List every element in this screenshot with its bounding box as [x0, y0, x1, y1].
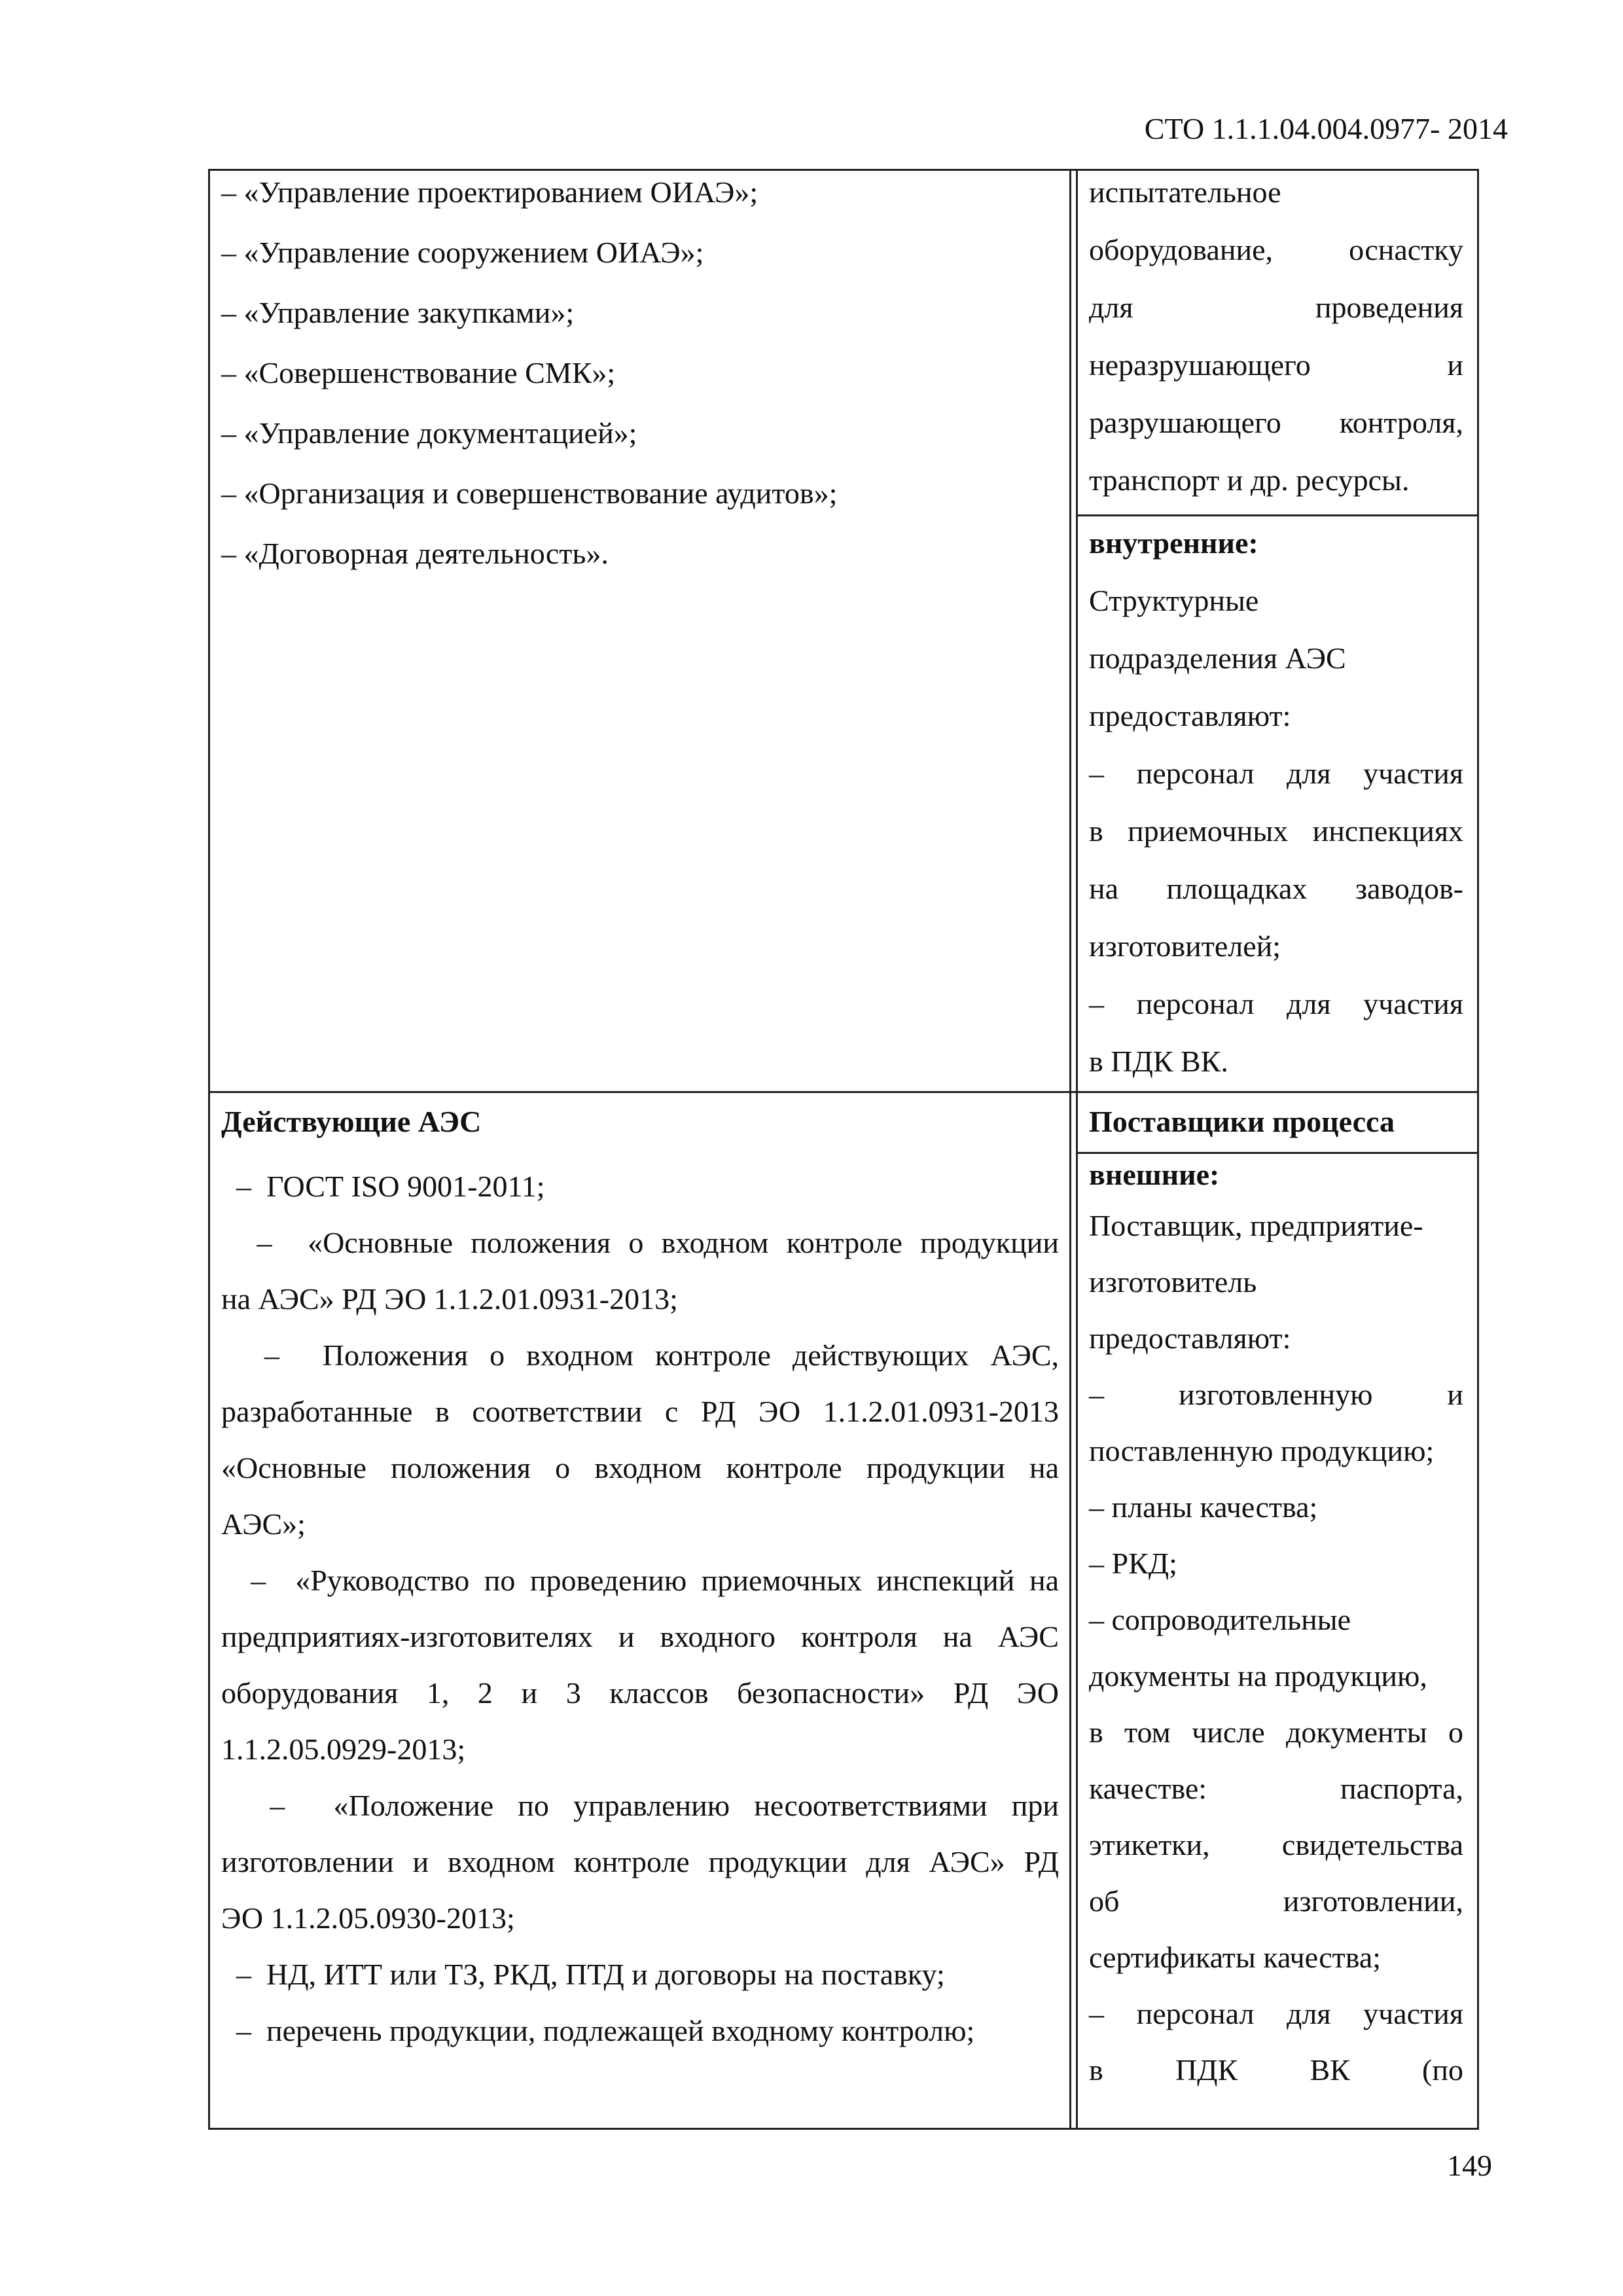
internal-heading: внутренние: [1089, 526, 1258, 560]
list-item: – «Управление документацией»; [221, 416, 637, 450]
text-line: – «Основные положения о входном контроле продукции [221, 1226, 1059, 1259]
process-list-cell [221, 164, 1059, 583]
text-line: документы на продукцию, [1089, 1659, 1427, 1693]
text-line: предоставляют: [1089, 1321, 1291, 1355]
text-line: ЭО 1.1.2.05.0930-2013; [221, 1901, 515, 1935]
list-item: – «Управление проектированием ОИАЭ»; [221, 175, 758, 209]
text-line: разработанные в соответствии с РД ЭО 1.1.2.01.0931-2013 [221, 1395, 1059, 1428]
text-line: – «Положение по управлению несоответствиями при [221, 1789, 1059, 1822]
text-line: Поставщик, предприятие- [1089, 1209, 1423, 1242]
column-divider-2 [1076, 169, 1078, 2128]
text-line: в ПДК ВК (по [1089, 2053, 1463, 2087]
text-line: – Положения о входном контроле действующих АЭС, [221, 1338, 1059, 1372]
text-line: – ГОСТ ISO 9001-2011; [221, 1170, 545, 1203]
text-line: – персонал для участия [1089, 987, 1463, 1020]
text-line: – изготовленную и [1089, 1378, 1463, 1411]
text-line: предприятиях-изготовителях и входного контроля на АЭС [221, 1620, 1059, 1653]
text-line: об изготовлении, [1089, 1884, 1463, 1918]
text-line: оборудование, оснастку [1089, 233, 1463, 266]
text-line: на АЭС» РД ЭО 1.1.2.01.0931-2013; [221, 1282, 678, 1316]
text-line: испытательное [1089, 175, 1281, 209]
text-line: – персонал для участия [1089, 1997, 1463, 2030]
document-code: СТО 1.1.1.04.004.0977- 2014 [1144, 112, 1508, 145]
text-line: – сопроводительные [1089, 1603, 1351, 1636]
text-line: для проведения [1089, 291, 1463, 324]
text-line: в приемочных инспекциях [1089, 814, 1463, 848]
list-item: – «Управление закупками»; [221, 296, 575, 329]
text-line: неразрушающего и [1089, 348, 1463, 382]
text-line: АЭС»; [221, 1507, 306, 1541]
text-line: этикетки, свидетельства [1089, 1828, 1463, 1861]
column-divider-1 [1069, 169, 1071, 2128]
process-suppliers-heading: Поставщики процесса [1089, 1105, 1395, 1138]
text-line: 1.1.2.05.0929-2013; [221, 1732, 466, 1766]
text-line: поставленную продукцию; [1089, 1434, 1435, 1467]
text-line: – НД, ИТТ или ТЗ, РКД, ПТД и договоры на поставку; [221, 1958, 945, 1991]
text-line: – планы качества; [1089, 1490, 1318, 1524]
resources-cell [1089, 164, 1463, 509]
external-suppliers-cell [1089, 1152, 1463, 2098]
text-line: транспорт и др. ресурсы. [1089, 463, 1410, 497]
text-line: подразделения АЭС [1089, 641, 1346, 675]
internal-suppliers-cell [1089, 514, 1463, 1090]
text-line: «Основные положения о входном контроле продукции на [221, 1451, 1059, 1484]
text-line: сертификаты качества; [1089, 1941, 1382, 1974]
text-line: на площадках заводов- [1089, 872, 1463, 905]
text-line: Структурные [1089, 584, 1259, 617]
list-item: – «Совершенствование СМК»; [221, 356, 616, 389]
regulations-cell [221, 1158, 1059, 2059]
text-line: предоставляют: [1089, 699, 1291, 732]
text-line: – персонал для участия [1089, 757, 1463, 790]
text-line: качестве: паспорта, [1089, 1772, 1463, 1805]
list-item: – «Организация и совершенствование аудитов»; [221, 476, 838, 510]
text-line: оборудования 1, 2 и 3 классов безопасности» РД ЭО [221, 1676, 1059, 1710]
text-line: изготовлении и входном контроле продукции для АЭС» РД [221, 1845, 1059, 1878]
external-heading: внешние: [1089, 1158, 1220, 1191]
text-line: изготовитель [1089, 1265, 1257, 1299]
list-item: – «Управление сооружением ОИАЭ»; [221, 236, 704, 269]
page-number: 149 [1447, 2149, 1492, 2182]
text-line: изготовителей; [1089, 929, 1281, 963]
text-line: – «Руководство по проведению приемочных инспекций на [221, 1564, 1059, 1597]
text-line: в том числе документы о [1089, 1715, 1463, 1749]
text-line: в ПДК ВК. [1089, 1045, 1228, 1078]
text-line: – РКД; [1089, 1547, 1177, 1580]
text-line: – перечень продукции, подлежащей входному контролю; [221, 2014, 975, 2047]
operating-npp-heading: Действующие АЭС [221, 1105, 482, 1138]
text-line: разрушающего контроля, [1089, 406, 1463, 439]
list-item: – «Договорная деятельность». [221, 537, 609, 570]
